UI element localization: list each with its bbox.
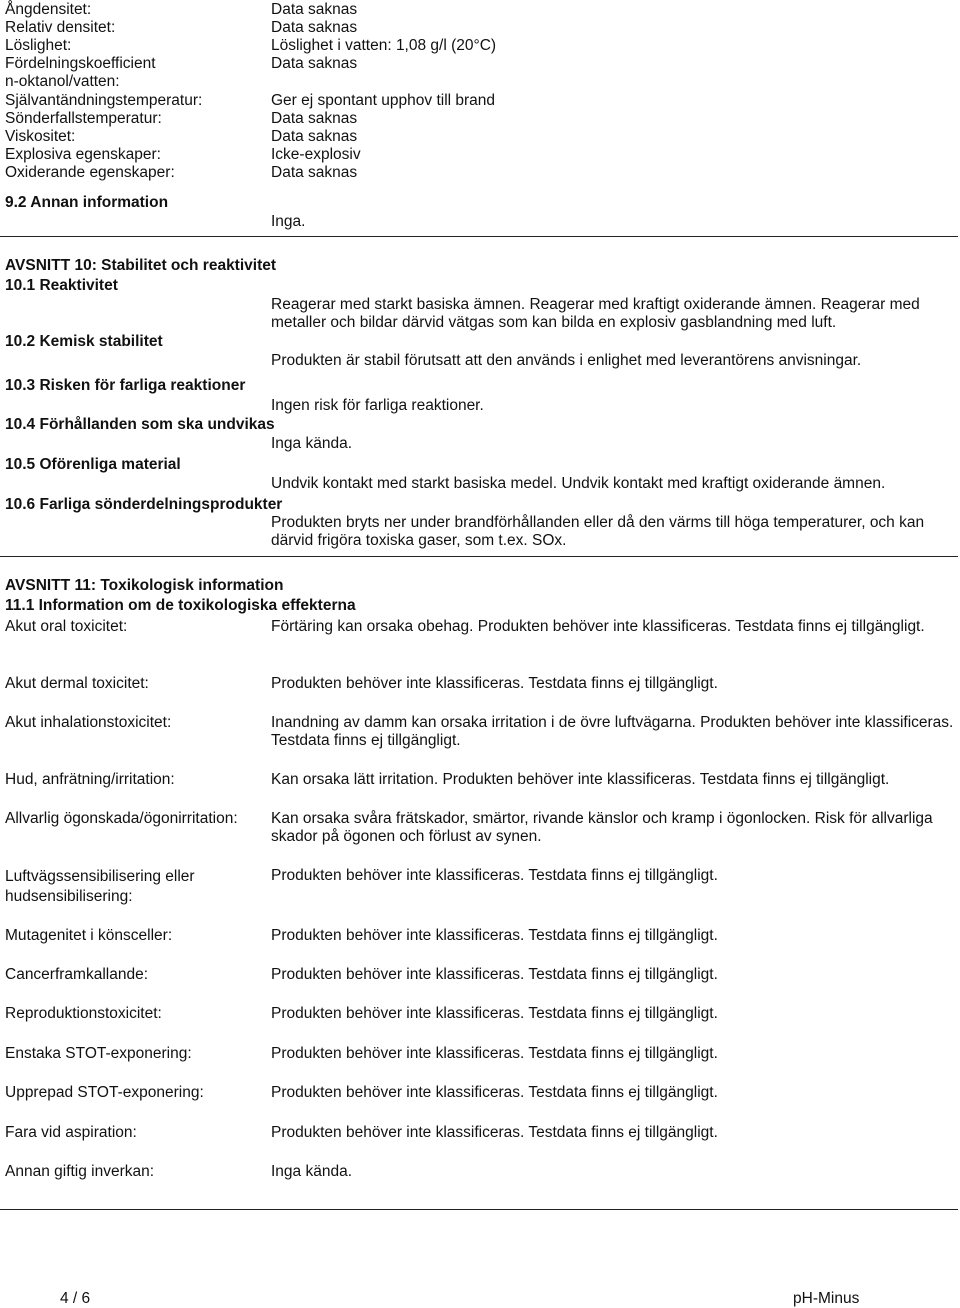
subsection-text: Inga kända. bbox=[271, 435, 353, 452]
property-value: Ger ej spontant upphov till brand bbox=[271, 92, 496, 109]
subsection-text: Produkten bryts ner under brandförhållanden eller då den värms till höga temperaturer, och kan därvid frigöra toxiska gaser, som t.ex. SOx. bbox=[271, 514, 925, 549]
property-label: Ångdensitet: bbox=[5, 1, 92, 18]
property-label: Oxiderande egenskaper: bbox=[5, 164, 175, 181]
section-divider bbox=[0, 236, 958, 237]
tox-value: Produkten behöver inte klassificeras. Testdata finns ej tillgängligt. bbox=[271, 1124, 718, 1141]
tox-value: Produkten behöver inte klassificeras. Testdata finns ej tillgängligt. bbox=[271, 1005, 718, 1022]
property-label: n-oktanol/vatten: bbox=[5, 73, 120, 90]
page-number: 4 / 6 bbox=[60, 1290, 91, 1307]
section-divider bbox=[0, 556, 958, 557]
property-label: Explosiva egenskaper: bbox=[5, 146, 161, 163]
subsection-heading: 9.2 Annan information bbox=[5, 194, 169, 211]
tox-label: Cancerframkallande: bbox=[5, 966, 149, 983]
tox-value: Produkten behöver inte klassificeras. Testdata finns ej tillgängligt. bbox=[271, 1045, 718, 1062]
property-value: Data saknas bbox=[271, 164, 358, 181]
tox-value: Förtäring kan orsaka obehag. Produkten behöver inte klassificeras. Testdata finns ej tillgängligt. bbox=[271, 618, 925, 635]
subsection-text: Produkten är stabil förutsatt att den används i enlighet med leverantörens anvisningar. bbox=[271, 352, 862, 369]
property-label: Självantändningstemperatur: bbox=[5, 92, 203, 109]
subsection-text: Reagerar med starkt basiska ämnen. Reagerar med kraftigt oxiderande ämnen. Reagerar med metaller och bildar därvid vätgas som kan bilda en explosiv gasblandning med luft. bbox=[271, 296, 920, 331]
subsection-heading: 10.1 Reaktivitet bbox=[5, 277, 118, 294]
subsection-text: Inga. bbox=[271, 213, 306, 230]
tox-label: Luftvägssensibilisering eller hudsensibilisering: bbox=[5, 868, 195, 905]
tox-value: Produkten behöver inte klassificeras. Testdata finns ej tillgängligt. bbox=[271, 867, 718, 884]
property-label: Fördelningskoefficient bbox=[5, 55, 156, 72]
section-divider bbox=[0, 1209, 958, 1210]
tox-label: Annan giftig inverkan: bbox=[5, 1163, 155, 1180]
property-label: Löslighet: bbox=[5, 37, 72, 54]
property-value: Löslighet i vatten: 1,08 g/l (20°C) bbox=[271, 37, 497, 54]
property-label: Viskositet: bbox=[5, 128, 76, 145]
tox-value: Produkten behöver inte klassificeras. Testdata finns ej tillgängligt. bbox=[271, 675, 718, 692]
tox-value: Produkten behöver inte klassificeras. Testdata finns ej tillgängligt. bbox=[271, 1084, 718, 1101]
property-label: Sönderfallstemperatur: bbox=[5, 110, 162, 127]
tox-value: Produkten behöver inte klassificeras. Testdata finns ej tillgängligt. bbox=[271, 927, 718, 944]
product-name: pH-Minus bbox=[793, 1290, 860, 1307]
subsection-heading: 10.5 Oförenliga material bbox=[5, 456, 181, 473]
subsection-heading: 10.4 Förhållanden som ska undvikas bbox=[5, 416, 275, 433]
tox-label: Akut inhalationstoxicitet: bbox=[5, 714, 172, 731]
tox-label: Hud, anfrätning/irritation: bbox=[5, 771, 175, 788]
tox-label: Upprepad STOT-exponering: bbox=[5, 1084, 204, 1101]
tox-label: Reproduktionstoxicitet: bbox=[5, 1005, 162, 1022]
subsection-heading: 10.2 Kemisk stabilitet bbox=[5, 333, 163, 350]
subsection-heading: 10.3 Risken för farliga reaktioner bbox=[5, 377, 246, 394]
property-label: Relativ densitet: bbox=[5, 19, 116, 36]
subsection-text: Ingen risk för farliga reaktioner. bbox=[271, 397, 484, 414]
tox-label: Akut oral toxicitet: bbox=[5, 618, 128, 635]
tox-value: Produkten behöver inte klassificeras. Testdata finns ej tillgängligt. bbox=[271, 966, 718, 983]
tox-value: Inandning av damm kan orsaka irritation i de övre luftvägarna. Produkten behöver inte klassificeras. Testdata finns ej tillgängligt. bbox=[271, 714, 954, 749]
tox-value: Kan orsaka lätt irritation. Produkten behöver inte klassificeras. Testdata finns ej tillgängligt. bbox=[271, 771, 890, 788]
subsection-text: Undvik kontakt med starkt basiska medel. Undvik kontakt med kraftigt oxiderande ämnen. bbox=[271, 475, 886, 492]
property-value: Data saknas bbox=[271, 1, 358, 18]
tox-value: Inga kända. bbox=[271, 1163, 353, 1180]
tox-label: Enstaka STOT-exponering: bbox=[5, 1045, 192, 1062]
property-value: Data saknas bbox=[271, 55, 358, 72]
property-value: Data saknas bbox=[271, 19, 358, 36]
tox-label: Allvarlig ögonskada/ögonirritation: bbox=[5, 810, 238, 827]
section-title: AVSNITT 10: Stabilitet och reaktivitet bbox=[5, 257, 277, 274]
subsection-heading: 10.6 Farliga sönderdelningsprodukter bbox=[5, 496, 283, 513]
property-value: Data saknas bbox=[271, 128, 358, 145]
property-value: Data saknas bbox=[271, 110, 358, 127]
subsection-heading: 11.1 Information om de toxikologiska effekterna bbox=[5, 597, 356, 614]
section-title: AVSNITT 11: Toxikologisk information bbox=[5, 577, 284, 594]
tox-label: Akut dermal toxicitet: bbox=[5, 675, 149, 692]
tox-value: Kan orsaka svåra frätskador, smärtor, rivande känslor och kramp i ögonlocken. Risk för allvarliga skador på ögonen och förlust av synen. bbox=[271, 810, 933, 845]
property-value: Icke-explosiv bbox=[271, 146, 361, 163]
tox-label: Mutagenitet i könsceller: bbox=[5, 927, 173, 944]
tox-label: Fara vid aspiration: bbox=[5, 1124, 137, 1141]
